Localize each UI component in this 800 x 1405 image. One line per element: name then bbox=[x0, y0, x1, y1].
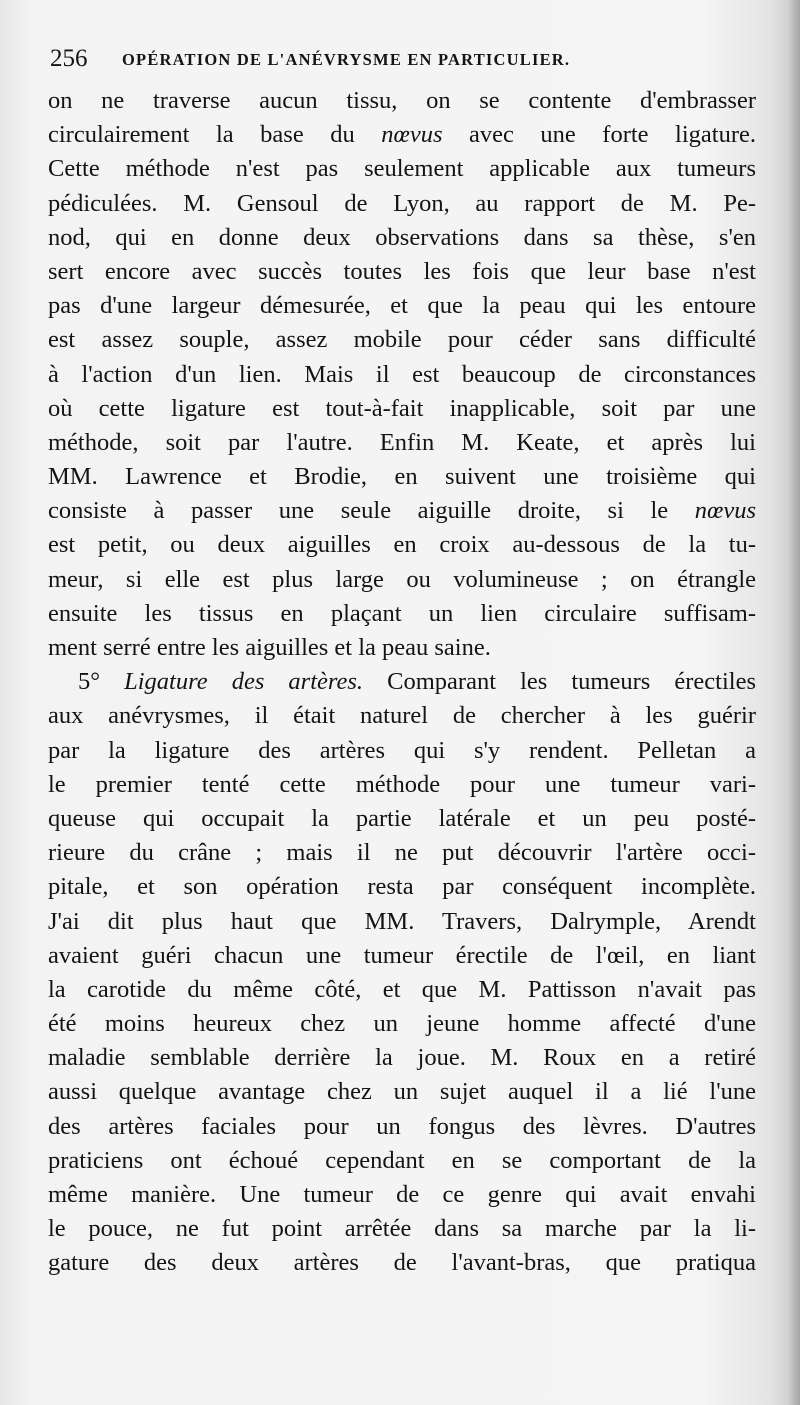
text-segment: rieure du crâne ; mais il ne put découvrir l'artère occi- bbox=[48, 839, 756, 867]
text-segment: queuse qui occupait la partie latérale et un peu posté- bbox=[48, 804, 756, 832]
text-line bbox=[48, 426, 756, 460]
text-line bbox=[48, 939, 756, 973]
text-segment: MM. Lawrence et Brodie, en suivent une troisième qui bbox=[48, 463, 756, 491]
page-edge-shadow bbox=[788, 0, 800, 1405]
text-line bbox=[48, 1110, 756, 1144]
text-segment: est petit, ou deux aiguilles en croix au-dessous de la tu- bbox=[48, 531, 756, 559]
italic-text: Ligature des artères. bbox=[124, 668, 364, 696]
text-line bbox=[48, 255, 756, 289]
text-line bbox=[48, 323, 756, 357]
text-segment: consiste à passer une seule aiguille droite, si le bbox=[48, 497, 695, 525]
text-line bbox=[48, 494, 756, 528]
text-line bbox=[48, 665, 756, 699]
text-segment: J'ai dit plus haut que MM. Travers, Dalrymple, Arendt bbox=[48, 907, 756, 935]
body-text bbox=[48, 84, 756, 1281]
text-segment: aussi quelque avantage chez un sujet auquel il a lié l'une bbox=[48, 1078, 756, 1106]
running-title: OPÉRATION DE L'ANÉVRYSME EN PARTICULIER. bbox=[122, 50, 571, 69]
text-segment: où cette ligature est tout-à-fait inapplicable, soit par une bbox=[48, 394, 756, 422]
text-line bbox=[48, 152, 756, 186]
text-segment: des artères faciales pour un fongus des lèvres. D'autres bbox=[48, 1112, 756, 1140]
text-segment: pédiculées. M. Gensoul de Lyon, au rapport de M. Pe- bbox=[48, 189, 756, 217]
text-line bbox=[48, 836, 756, 870]
text-line bbox=[48, 187, 756, 221]
text-segment: praticiens ont échoué cependant en se comportant de la bbox=[48, 1146, 756, 1174]
text-segment: gature des deux artères de l'avant-bras, que pratiqua bbox=[48, 1249, 756, 1277]
text-line bbox=[48, 1144, 756, 1178]
text-segment: est assez souple, assez mobile pour céder sans difficulté bbox=[48, 326, 756, 354]
text-line bbox=[48, 870, 756, 904]
text-segment: ment serré entre les aiguilles et la peau saine. bbox=[48, 634, 491, 661]
text-segment: aux anévrysmes, il était naturel de chercher à les guérir bbox=[48, 702, 756, 730]
text-segment: méthode, soit par l'autre. Enfin M. Keate, et après lui bbox=[48, 428, 756, 456]
text-line bbox=[48, 118, 756, 152]
italic-text: nœvus bbox=[381, 121, 443, 149]
text-segment: même manière. Une tumeur de ce genre qui avait envahi bbox=[48, 1181, 756, 1208]
text-line bbox=[48, 358, 756, 392]
text-segment: meur, si elle est plus large ou volumineuse ; on étrangle bbox=[48, 565, 756, 593]
text-line bbox=[48, 768, 756, 802]
text-line bbox=[48, 221, 756, 255]
text-line bbox=[48, 1041, 756, 1075]
text-segment: à l'action d'un lien. Mais il est beaucoup de circonstances bbox=[48, 360, 756, 388]
text-segment: on ne traverse aucun tissu, on se contente d'embrasser bbox=[48, 87, 756, 114]
text-line bbox=[48, 1007, 756, 1041]
text-segment: la carotide du même côté, et que M. Pattisson n'avait pas bbox=[48, 975, 756, 1003]
text-segment: pas d'une largeur démesurée, et que la peau qui les entoure bbox=[48, 292, 756, 320]
text-line bbox=[48, 1212, 756, 1246]
text-segment: nod, qui en donne deux observations dans sa thèse, s'en bbox=[48, 223, 756, 251]
text-line bbox=[48, 699, 756, 733]
text-line bbox=[48, 631, 756, 665]
text-segment: avec une forte ligature. bbox=[442, 121, 757, 149]
text-line bbox=[48, 1246, 756, 1280]
text-segment: maladie semblable derrière la joue. M. Roux en a retiré bbox=[48, 1044, 756, 1072]
italic-text: nœvus bbox=[694, 497, 756, 525]
text-line bbox=[48, 84, 756, 118]
text-segment: 5° bbox=[78, 668, 125, 696]
text-line bbox=[48, 289, 756, 323]
text-segment: le premier tenté cette méthode pour une tumeur vari- bbox=[48, 770, 756, 798]
text-segment: avaient guéri chacun une tumeur érectile de l'œil, en liant bbox=[48, 941, 756, 969]
text-line bbox=[48, 734, 756, 768]
text-segment: Comparant les tumeurs érectiles bbox=[363, 668, 756, 696]
text-line bbox=[48, 905, 756, 939]
text-line bbox=[48, 597, 756, 631]
text-line bbox=[48, 1178, 756, 1212]
text-segment: par la ligature des artères qui s'y rendent. Pelletan a bbox=[48, 736, 756, 764]
page-number: 256 bbox=[50, 45, 88, 72]
text-line bbox=[48, 563, 756, 597]
text-line bbox=[48, 392, 756, 426]
text-line bbox=[48, 460, 756, 494]
text-segment: circulairement la base du bbox=[48, 121, 382, 149]
text-segment: le pouce, ne fut point arrêtée dans sa marche par la li- bbox=[48, 1215, 756, 1243]
text-segment: ensuite les tissus en plaçant un lien circulaire suffisam- bbox=[48, 599, 756, 627]
text-line bbox=[48, 802, 756, 836]
running-head bbox=[50, 44, 750, 74]
text-segment: sert encore avec succès toutes les fois que leur base n'est bbox=[48, 257, 756, 285]
text-line bbox=[48, 528, 756, 562]
text-line bbox=[48, 1075, 756, 1109]
text-segment: été moins heureux chez un jeune homme affecté d'une bbox=[48, 1010, 756, 1038]
text-segment: Cette méthode n'est pas seulement applicable aux tumeurs bbox=[48, 155, 756, 183]
text-segment: pitale, et son opération resta par conséquent incomplète. bbox=[48, 873, 756, 901]
text-line bbox=[48, 973, 756, 1007]
